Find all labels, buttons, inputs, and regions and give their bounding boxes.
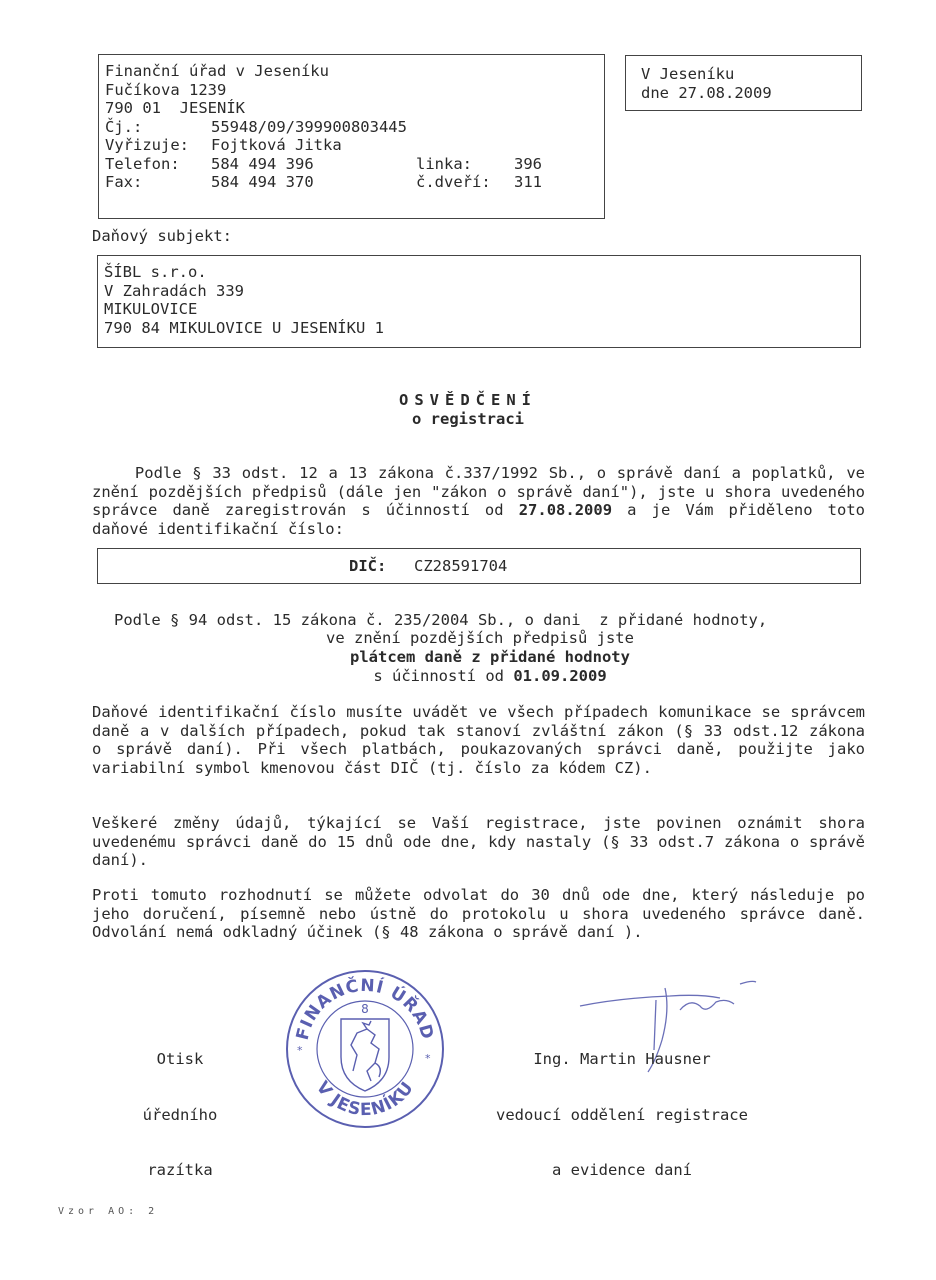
issue-date: dne 27.08.2009 bbox=[641, 83, 772, 102]
handler-row bbox=[105, 136, 598, 155]
signatory-block bbox=[462, 1013, 782, 1198]
office-city: 790 01 JESENÍK bbox=[105, 99, 245, 117]
document-subtitle: o registraci bbox=[412, 410, 524, 428]
door-label: č.dveří: bbox=[416, 173, 491, 191]
fax-row bbox=[105, 173, 598, 192]
office-address-box bbox=[98, 54, 605, 219]
reference-number: 55948/09/399900803445 bbox=[211, 117, 407, 136]
phone-row bbox=[105, 155, 598, 174]
stamp-note-line-1: Otisk bbox=[156, 1050, 204, 1068]
subject-name: ŠÍBL s.r.o. bbox=[104, 263, 207, 281]
registration-text-b: a je Vám přiděleno toto daňové identifikační číslo: bbox=[92, 501, 865, 538]
registration-date: 27.08.2009 bbox=[518, 501, 613, 519]
vat-payer-status: plátcem daně z přidané hodnoty bbox=[350, 648, 630, 666]
office-street: Fučíkova 1239 bbox=[105, 80, 227, 99]
phone-label: Telefon: bbox=[105, 154, 180, 173]
tax-id-label: DIČ: bbox=[349, 557, 387, 575]
tax-id-usage-paragraph: Daňové identifikační číslo musíte uvádět ve všech případech komunikace se správcem daně a v dalších případech, pokud tak stanoví zvláštní zákon (§ 33 odst.12 zákona o správě daní). Při všech platbách, poukazovaných správci daně, použijte jako variabilní symbol kmenovou část DIČ (tj. číslo za kódem CZ). bbox=[92, 703, 865, 777]
signatory-role-2: a evidence daní bbox=[552, 1161, 692, 1179]
coat-of-arms-icon bbox=[341, 1019, 389, 1091]
signatory-role-1: vedoucí oddělení registrace bbox=[496, 1105, 748, 1124]
tax-subject-label: Daňový subjekt: bbox=[92, 227, 232, 245]
extension-label: linka: bbox=[416, 154, 472, 173]
place-date-box bbox=[625, 55, 862, 111]
reference-row bbox=[105, 118, 598, 137]
form-code: Vzor AO: 2 bbox=[58, 1206, 159, 1217]
vat-effective-label: s účinností od bbox=[373, 667, 514, 685]
vat-effective-date: 01.09.2009 bbox=[513, 667, 607, 685]
document-title: OSVĚDČENÍ bbox=[399, 391, 537, 409]
official-stamp bbox=[283, 967, 447, 1131]
handler-label: Vyřizuje: bbox=[105, 136, 189, 154]
vat-line-2: ve znění pozdějších předpisů jste bbox=[326, 629, 634, 647]
registration-text-a: Podle § 33 odst. 12 a 13 zákona č.337/1992 Sb., o správě daní a poplatků, ve znění pozdějších předpisů (dále jen "zákon o správě daní"), jste u shora uvedeného správce daně zaregistrován s účinností od bbox=[92, 464, 875, 519]
tax-id-box bbox=[97, 548, 861, 584]
office-name: Finanční úřad v Jeseníku bbox=[105, 62, 329, 80]
door-number: 311 bbox=[514, 173, 542, 191]
subject-town: MIKULOVICE bbox=[104, 300, 198, 318]
stamp-top-text: FINANČNÍ ÚŘAD bbox=[292, 975, 438, 1043]
vat-effective-line bbox=[0, 667, 936, 686]
handler-name: Fojtková Jitka bbox=[211, 136, 342, 154]
subject-street: V Zahradách 339 bbox=[104, 281, 244, 300]
place: V Jeseníku bbox=[641, 65, 735, 83]
stamp-note-line-3: razítka bbox=[147, 1161, 213, 1179]
stamp-star-left: * bbox=[297, 1044, 303, 1057]
signatory-name: Ing. Martin Hausner bbox=[533, 1050, 711, 1068]
appeal-paragraph: Proti tomuto rozhodnutí se můžete odvolat do 30 dnů ode dne, který následuje po jeho doručení, písemně nebo ústně do protokolu u shora uvedeného správce daně. Odvolání nemá odkladný účinek (§ 48 zákona o správě daní ). bbox=[92, 886, 865, 941]
fax-label: Fax: bbox=[105, 173, 143, 191]
stamp-star-right: * bbox=[425, 1052, 431, 1065]
subject-postal: 790 84 MIKULOVICE U JESENÍKU 1 bbox=[104, 318, 384, 337]
stamp-bottom-text: V JESENÍKU bbox=[311, 1077, 419, 1121]
tax-subject-box bbox=[97, 255, 861, 348]
reference-label: Čj.: bbox=[105, 117, 143, 136]
registration-paragraph bbox=[92, 464, 875, 538]
vat-line-1: Podle § 94 odst. 15 zákona č. 235/2004 Sb., o dani z přidané hodnoty, bbox=[114, 611, 768, 629]
stamp-note-line-2: úředního bbox=[142, 1105, 218, 1124]
stamp-number: 8 bbox=[361, 1002, 369, 1016]
tax-id-value: CZ28591704 bbox=[414, 557, 508, 575]
extension-number: 396 bbox=[514, 154, 542, 173]
stamp-note bbox=[140, 1013, 220, 1198]
fax-number: 584 494 370 bbox=[211, 173, 314, 191]
phone-number: 584 494 396 bbox=[211, 154, 314, 173]
change-notice-paragraph: Veškeré změny údajů, týkající se Vaší registrace, jste povinen oznámit shora uvedenému správci daně do 15 dnů ode dne, kdy nastaly (§ 33 odst.7 zákona o správě daní). bbox=[92, 814, 865, 869]
